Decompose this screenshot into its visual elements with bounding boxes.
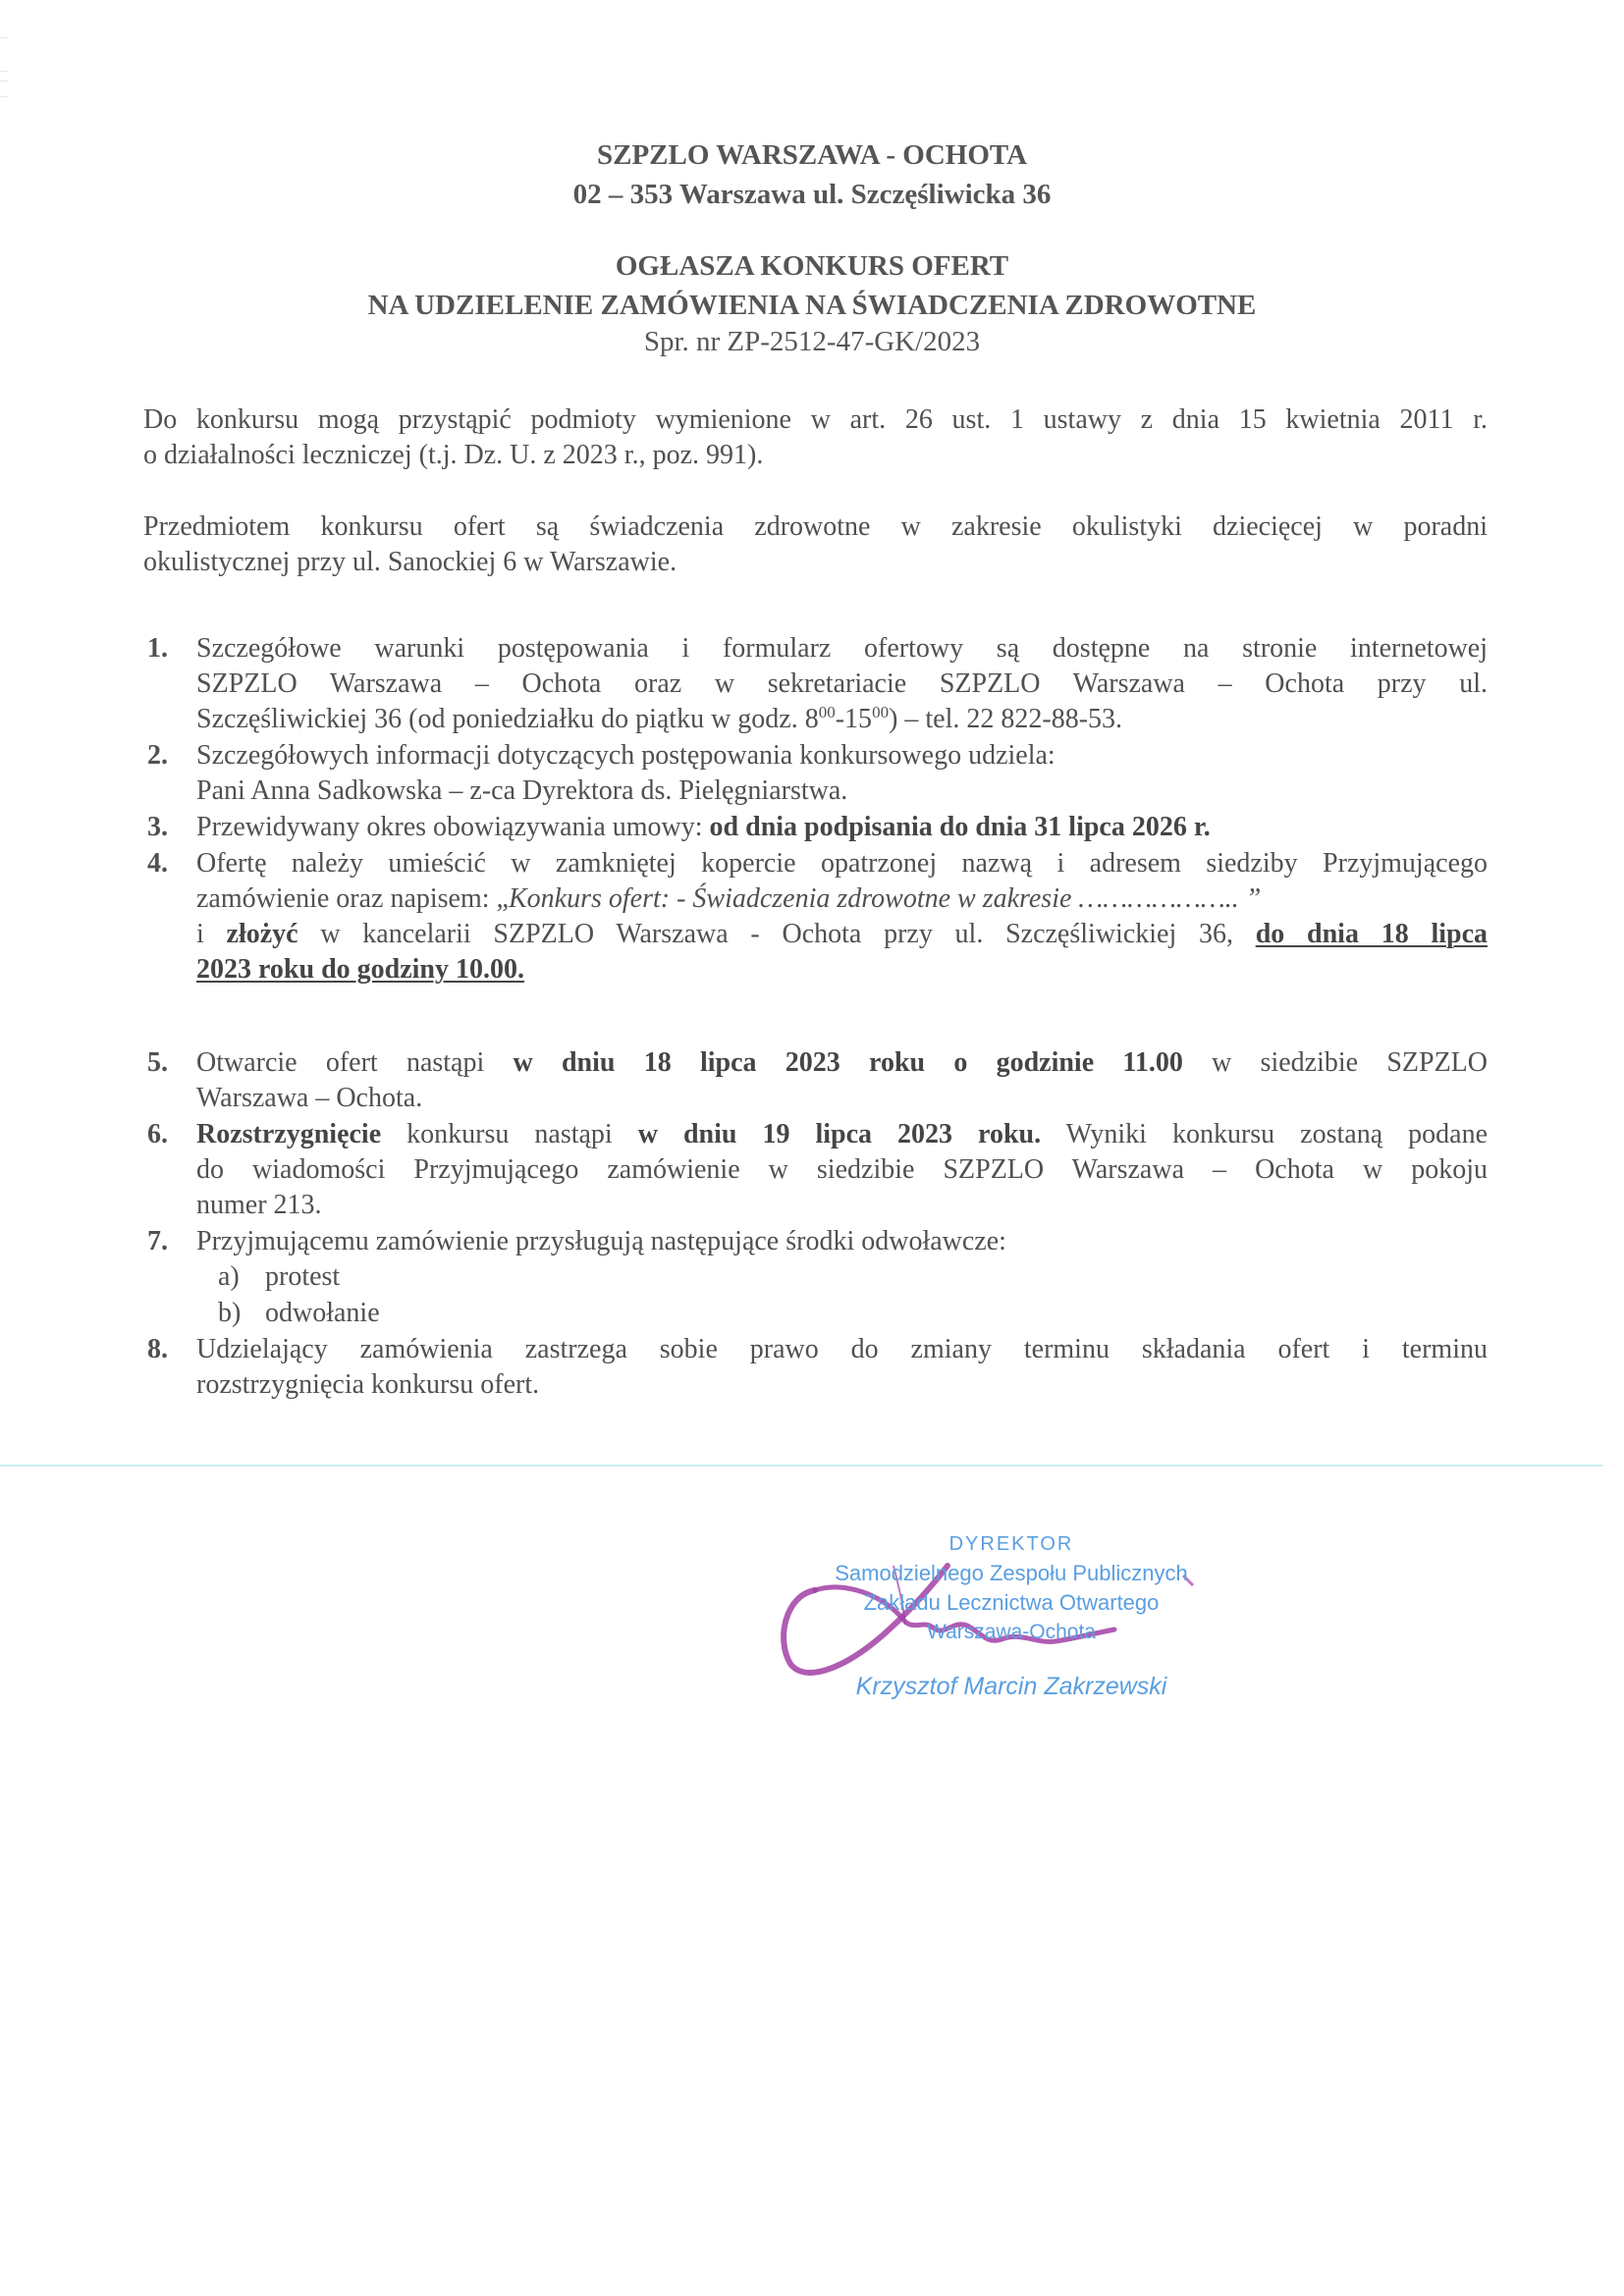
item-1-line-2: SZPZLO Warszawa – Ochota oraz w sekretariacie SZPZLO Warszawa – Ochota przy ul. [196,668,1488,699]
opening-date: w dniu 18 lipca 2023 roku o godzinie 11.00 [513,1047,1183,1078]
item-4-line-4 [196,952,1488,988]
stamp-line-3: Warszawa-Ochota [927,1621,1096,1643]
text-fragment: i [196,919,227,949]
envelope-inscription: Konkurs ofert: - Świadczenia zdrowotne w zakresie ……………….. [508,883,1246,914]
org-name: SZPZLO WARSZAWA - OCHOTA [596,139,1028,171]
item-5-line-1 [196,1045,1488,1081]
item-7-line-1: Przyjmującemu zamówienie przysługują następujące środki odwoławcze: [196,1226,1006,1256]
intro-paragraph-2-line-2: okulistycznej przy ul. Sanockiej 6 w Warszawie. [143,547,677,577]
text-fragment: Wyniki konkursu zostaną podane [1041,1119,1489,1149]
item-8-line-1: Udzielający zamówienia zastrzega sobie prawo do zmiany terminu składania ofert i terminu [196,1334,1488,1364]
scan-artifact [0,80,8,81]
stamp-title: DYREKTOR [948,1533,1074,1555]
scan-artifact [0,37,8,38]
list-number: 8. [147,1334,168,1364]
contract-period-label: Przewidywany okres obowiązywania umowy: [196,812,710,842]
item-1-line-3 [196,702,1488,737]
item-6-line-1 [196,1117,1488,1152]
list-number: 4. [147,848,168,879]
text-fragment: w siedzibie SZPZLO [1182,1047,1488,1078]
resolution-label: Rozstrzygnięcie [196,1119,382,1149]
divider-line [0,1465,1602,1467]
stamp-name: Krzysztof Marcin Zakrzewski [855,1673,1167,1700]
submit-verb: złożyć [226,919,298,949]
list-number: 7. [147,1226,168,1256]
intro-paragraph-1-line-1: Do konkursu mogą przystąpić podmioty wymienione w art. 26 ust. 1 ustawy z dnia 15 kwietnia 2011 r. [143,404,1488,435]
text-fragment: konkursu nastąpi [381,1119,638,1149]
intro-paragraph-1-line-2: o działalności leczniczej (t.j. Dz. U. z 2023 r., poz. 991). [143,440,764,470]
office-hours-text: Szczęśliwickiej 36 (od poniedziałku do piątku w godz. 8 [196,704,819,734]
quote-mark: ” [1245,883,1262,914]
announcement-title: OGŁASZA KONKURS OFERT [615,250,1009,282]
item-6-line-3: numer 213. [196,1190,322,1220]
phone-text: ) – tel. 22 822-88-53. [889,704,1123,734]
item-2-line-1: Szczegółowych informacji dotyczących postępowania konkursowego udziela: [196,740,1056,771]
sub-item-appeal: odwołanie [265,1298,380,1328]
sub-item-label: a) [218,1261,240,1292]
superscript: 00 [818,703,836,721]
office-hours-text: -15 [835,704,873,734]
scan-artifact [0,96,8,97]
item-2-line-2: Pani Anna Sadkowska – z-ca Dyrektora ds. Pielęgniarstwa. [196,775,848,806]
sub-item-label: b) [218,1298,242,1328]
submission-place: w kancelarii SZPZLO Warszawa - Ochota przy ul. Szczęśliwickiej 36, [298,919,1256,949]
list-number: 1. [147,633,168,664]
item-3-line-1 [196,810,1488,845]
scan-artifact [0,71,8,72]
resolution-date: w dniu 19 lipca 2023 roku. [637,1119,1042,1149]
contract-period-value: od dnia podpisania do dnia 31 lipca 2026 r. [709,812,1211,842]
item-6-line-2: do wiadomości Przyjmującego zamówienie w siedzibie SZPZLO Warszawa – Ochota w pokoju [196,1154,1488,1185]
list-number: 3. [147,812,168,842]
list-number: 6. [147,1119,168,1149]
intro-paragraph-2-line-1: Przedmiotem konkursu ofert są świadczenia zdrowotne w zakresie okulistyki dziecięcej w poradni [143,511,1488,542]
item-4-line-1: Ofertę należy umieścić w zamkniętej kopercie opatrzonej nazwą i adresem siedziby Przyjmującego [196,848,1488,879]
submission-deadline: do dnia 18 lipca [1255,919,1488,949]
reference-number: Spr. nr ZP-2512-47-GK/2023 [643,326,981,357]
sub-item-protest: protest [265,1261,341,1292]
item-1-line-1: Szczegółowe warunki postępowania i formularz ofertowy są dostępne na stronie internetowej [196,633,1488,664]
superscript: 00 [872,703,890,721]
item-8-line-2: rozstrzygnięcia konkursu ofert. [196,1369,540,1400]
item-5-line-2: Warszawa – Ochota. [196,1083,423,1113]
org-address: 02 – 353 Warszawa ul. Szczęśliwicka 36 [572,179,1052,210]
submission-deadline-time: 2023 roku do godziny 10.00. [196,954,524,985]
announcement-subject: NA UDZIELENIE ZAMÓWIENIA NA ŚWIADCZENIA ZDROWOTNE [367,290,1257,321]
envelope-label: zamówienie oraz napisem: „ [196,883,509,914]
stamp-line-2: Zakładu Lecznictwa Otwartego [863,1590,1160,1615]
text-fragment: Otwarcie ofert nastąpi [196,1047,514,1078]
list-number: 5. [147,1047,168,1078]
item-4-line-3 [196,917,1488,952]
stamp-line-1: Samodzielnego Zespołu Publicznych [835,1561,1188,1585]
list-number: 2. [147,740,168,771]
item-4-line-2 [196,881,1488,917]
